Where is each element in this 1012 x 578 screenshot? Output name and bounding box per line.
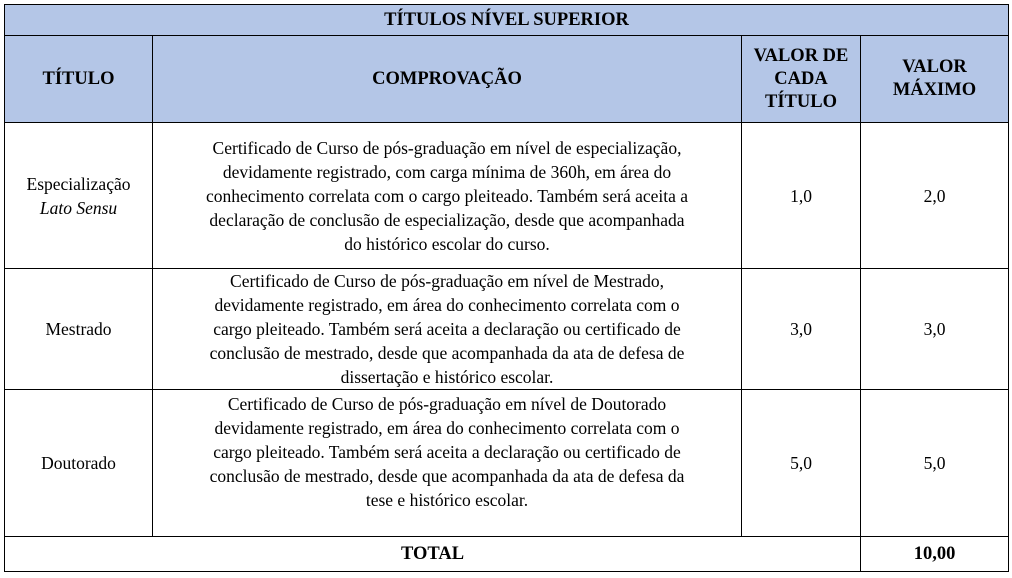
comprovacao-line: conhecimento correlata com o cargo pleiteado. Também será aceita a <box>205 185 689 206</box>
table-row <box>5 390 1009 537</box>
table-row <box>5 123 1009 269</box>
titulo-text: Especialização <box>26 173 131 194</box>
cell-valor-maximo: 5,0 <box>861 390 1009 537</box>
cell-valor-cada: 5,0 <box>742 390 861 537</box>
comprovacao-line: cargo pleiteado. Também será aceita a declaração ou certificado de <box>213 442 681 462</box>
total-row <box>5 537 1009 572</box>
header-comprovacao: COMPROVAÇÃO <box>153 36 742 123</box>
comprovacao-line: Certificado de Curso de pós-graduação em nível de especialização, <box>212 137 682 158</box>
comprovacao-line: conclusão de mestrado, desde que acompanhada da ata de defesa da <box>209 466 685 486</box>
cell-comprovacao <box>153 123 742 269</box>
header-line: TÍTULO <box>765 91 837 112</box>
comprovacao-line: devidamente registrado, em área do conhecimento correlata com o <box>214 295 680 315</box>
comprovacao-line: devidamente registrado, em área do conhecimento correlata com o <box>214 418 680 438</box>
total-label: TOTAL <box>5 537 861 572</box>
comprovacao-line: dissertação e histórico escolar. <box>340 367 554 387</box>
header-line: VALOR DE <box>753 45 849 66</box>
header-line: CADA <box>774 68 828 89</box>
header-line: MÁXIMO <box>892 80 977 100</box>
titulo-italic-text: Lato Sensu <box>39 197 118 218</box>
comprovacao-line: devidamente registrado, com carga mínima de 360h, em área do <box>222 161 672 182</box>
cell-valor-cada: 1,0 <box>742 123 861 269</box>
cell-valor-cada: 3,0 <box>742 269 861 390</box>
cell-comprovacao <box>153 390 742 537</box>
comprovacao-line: cargo pleiteado. Também será aceita a declaração ou certificado de <box>213 319 681 339</box>
comprovacao-line: Certificado de Curso de pós-graduação em nível de Mestrado, <box>230 271 664 291</box>
cell-titulo <box>5 123 153 269</box>
titulos-table <box>4 4 1009 572</box>
header-valor-maximo <box>861 36 1009 123</box>
cell-comprovacao <box>153 269 742 390</box>
comprovacao-line: conclusão de mestrado, desde que acompanhada da ata de defesa de <box>209 343 685 363</box>
header-valor-cada <box>742 36 861 123</box>
header-titulo: TÍTULO <box>5 36 153 123</box>
cell-titulo: Mestrado <box>5 269 153 390</box>
cell-valor-maximo: 2,0 <box>861 123 1009 269</box>
comprovacao-line: declaração de conclusão de especialização, desde que acompanhada <box>209 209 685 230</box>
cell-titulo: Doutorado <box>5 390 153 537</box>
cell-valor-maximo: 3,0 <box>861 269 1009 390</box>
table-row <box>5 269 1009 390</box>
header-line: VALOR <box>902 57 967 77</box>
comprovacao-line: do histórico escolar do curso. <box>344 233 550 254</box>
total-value: 10,00 <box>861 537 1009 572</box>
table-title: TÍTULOS NÍVEL SUPERIOR <box>5 5 1009 36</box>
comprovacao-line: Certificado de Curso de pós-graduação em nível de Doutorado <box>227 394 667 414</box>
comprovacao-line: tese e histórico escolar. <box>365 490 529 510</box>
